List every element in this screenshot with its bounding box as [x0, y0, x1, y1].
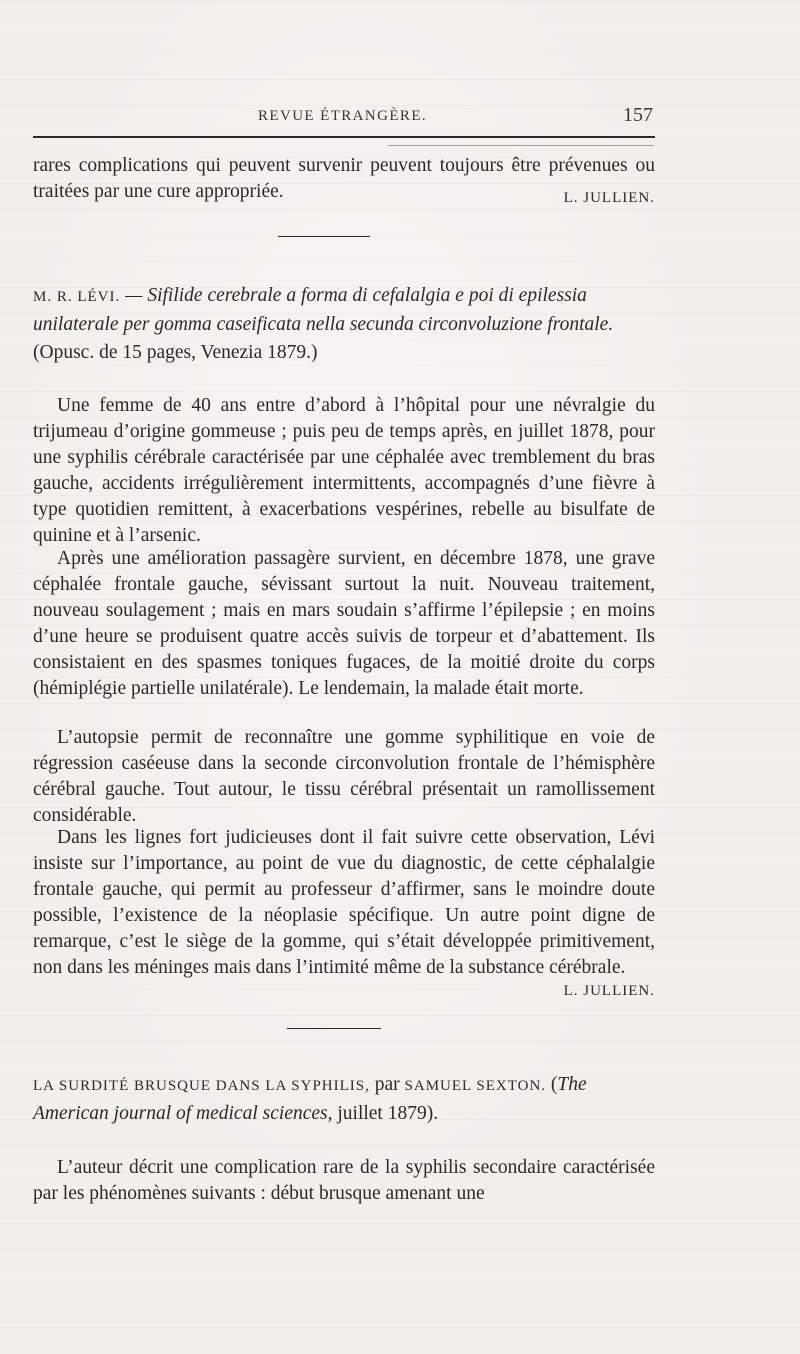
article-1-paragraph-1: Une femme de 40 ans entre d’abord à l’hôpital pour une névralgie du trijumeau d’origine gommeuse ; puis peu de temps après, en juillet 1878, pour une syphilis cérébrale caractérisée par une céphalée avec tremblement du bras gauche, accidents irrégulièrement intermittents, accompagnés d’une fièvre à type quotidien remittent, à exacerbations vespérines, rebelle au bisulfate de quinine et à l’arsenic.: [33, 395, 655, 546]
article-2-author: SAMUEL SEXTON.: [404, 1078, 547, 1094]
header-rule-secondary: [388, 145, 654, 146]
running-head: REVUE ÉTRANGÈRE.: [258, 108, 428, 124]
section-separator: [287, 1028, 381, 1029]
section-separator: [278, 236, 370, 237]
article-1-paragraph-4: Dans les lignes fort judicieuses dont il fait suivre cette observation, Lévi insiste sur l’importance, au point de vue du diagnostic, de cette céphalalgie frontale gauche, qui permit au professeur d’affirmer, sans le moindre doute possible, l’existence de la néoplasie spécifique. Un autre point digne de remarque, c’est le siège de la gomme, qui s’était développée primitivement, non dans les méninges mais dans l’intimité même de la substance cérébrale.: [33, 827, 655, 978]
article-2-by: par: [374, 1074, 400, 1095]
article-1-paragraph-2: Après une amélioration passagère survient, en décembre 1878, une grave céphalée frontale gauche, sévissant surtout la nuit. Nouveau traitement, nouveau soulagement ; mais en mars soudain s’affirme l’épilepsie ; en moins d’une heure se produisent quatre accès suivis de torpeur et d’abattement. Ils consistaient en des spasmes toniques fugaces, de la moitié droite du corps (hémiplégie partielle unilatérale). Le lendemain, la malade était morte.: [33, 548, 655, 699]
article-1-paragraph-3: L’autopsie permit de reconnaître une gomme syphilitique en voie de régression caséeuse dans la seconde circonvolution frontale de l’hémisphère cérébral gauche. Tout autour, le tissu cérébral présentait un ramollissement considérable.: [33, 727, 655, 826]
prior-article-signature: L. JULLIEN.: [563, 190, 655, 206]
article-2-source: The American journal of medical sciences,: [33, 1074, 587, 1124]
page-number: 157: [623, 104, 653, 126]
article-1-signature: L. JULLIEN.: [563, 983, 655, 999]
prior-article-paragraph: rares complications qui peuvent survenir peuvent toujours être prévenues ou traitées par une cure appropriée.: [33, 155, 655, 202]
article-1-heading: [33, 282, 655, 367]
article-2-paragraph-1: L’auteur décrit une complication rare de la syphilis secondaire caractérisée par les phénomènes suivants : début brusque amenant une: [33, 1157, 655, 1204]
article-1-title: — Sifilide cerebrale a forma di cefalalgia e poi di epilessia unilaterale per gomma caseificata nella secunda circonvoluzione frontale.: [33, 285, 614, 335]
article-1-author: M. R. LÉVI.: [33, 289, 121, 305]
header-rule: [33, 136, 655, 138]
article-2-title: LA SURDITÉ BRUSQUE DANS LA SYPHILIS,: [33, 1078, 370, 1094]
article-2-heading: [33, 1071, 655, 1128]
article-1-reference: (Opusc. de 15 pages, Venezia 1879.): [33, 342, 318, 363]
article-2-source-open: (: [550, 1074, 558, 1095]
article-2-source-date: juillet 1879).: [337, 1103, 439, 1124]
